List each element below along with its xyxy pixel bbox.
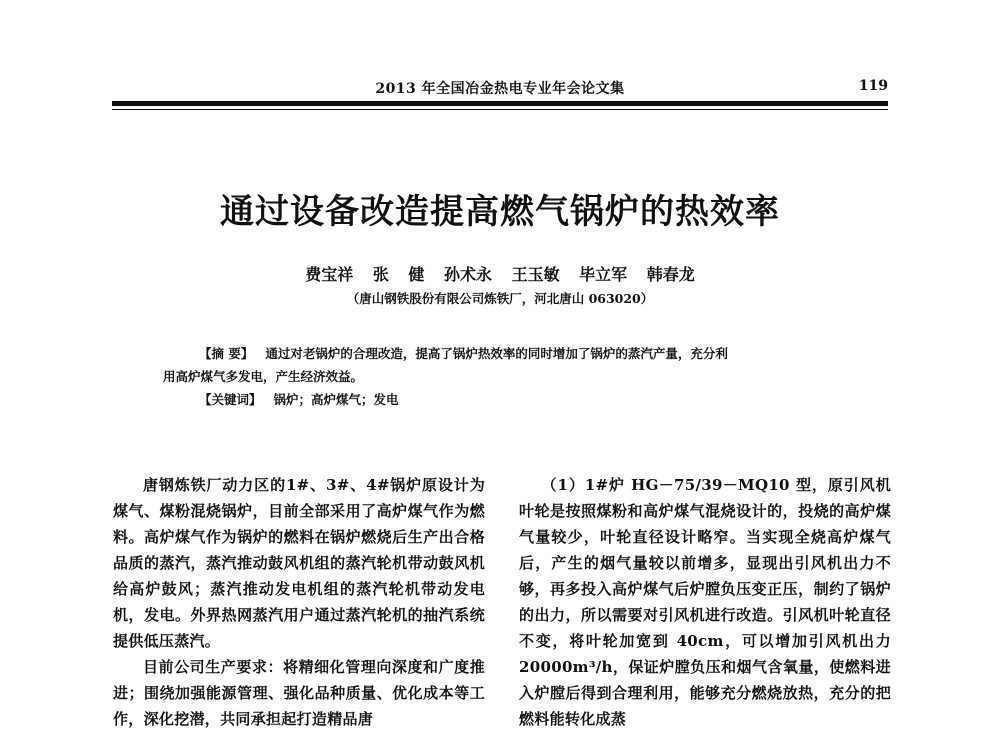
body-paragraph: （1）1#炉 HG－75/39－MQ10 型，原引风机叶轮是按照煤粉和高炉煤气混烧设计的，投烧的高炉煤气量较少，叶轮直径设计略窄。当实现全烧高炉煤气后，产生的烟气量较以前增多，显现出引风机出力不够，再多投入高炉煤气后炉膛负压变正压，制约了锅炉的出力，所以需要对引风机进行改造。引风机叶轮直径不变，将叶轮加宽到 40cm，可以增加引风机出力 20000m³/h，保证炉膛负压和烟气含氧量，使燃料进入炉膛后得到合理利用，能够充分燃烧放热，充分的把燃料能转化成蒸 — [519, 476, 891, 728]
abstract-label: 【摘 要】 — [199, 346, 254, 361]
abstract-line-2: 用高炉煤气多发电，产生经济效益。 — [163, 369, 364, 384]
page-number: 119 — [858, 78, 888, 94]
running-header — [112, 78, 888, 98]
body-column-left — [113, 472, 485, 732]
body-column-right — [519, 472, 891, 732]
keywords-label: 【关键词】 — [199, 392, 262, 407]
body-paragraph: 目前公司生产要求：将精细化管理向深度和广度推进；围绕加强能源管理、强化品种质量、优化成本等工作，深化挖潜，共同承担起打造精品唐 — [113, 658, 485, 728]
paper-title: 通过设备改造提高燃气锅炉的热效率 — [220, 192, 780, 232]
affiliation: （唐山钢铁股份有限公司炼铁厂，河北唐山 063020） — [346, 291, 654, 306]
abstract-text-1: 通过对老锅炉的合理改造，提高了锅炉热效率的同时增加了锅炉的蒸汽产量，充分利 — [265, 346, 728, 361]
abstract-block — [163, 342, 843, 411]
keywords-text: 锅炉；高炉煤气；发电 — [273, 392, 399, 407]
header-rule-thin — [112, 109, 888, 110]
author-list: 费宝祥 张 健 孙术永 王玉敏 毕立军 韩春龙 — [305, 265, 695, 284]
journal-title: 2013 年全国冶金热电专业年会论文集 — [375, 81, 625, 97]
header-rule-thick — [112, 101, 888, 106]
keywords-line — [199, 388, 843, 411]
abstract-line-1 — [163, 342, 843, 365]
body-paragraph: 唐钢炼铁厂动力区的1#、3#、4#锅炉原设计为煤气、煤粉混烧锅炉，目前全部采用了高炉煤气作为燃料。高炉煤气作为锅炉的燃料在锅炉燃烧后生产出合格品质的蒸汽，蒸汽推动鼓风机组的蒸汽轮机带动鼓风机给高炉鼓风；蒸汽推动发电机组的蒸汽轮机带动发电机，发电。外界热网蒸汽用户通过蒸汽轮机的抽汽系统提供低压蒸汽。 — [113, 476, 485, 650]
